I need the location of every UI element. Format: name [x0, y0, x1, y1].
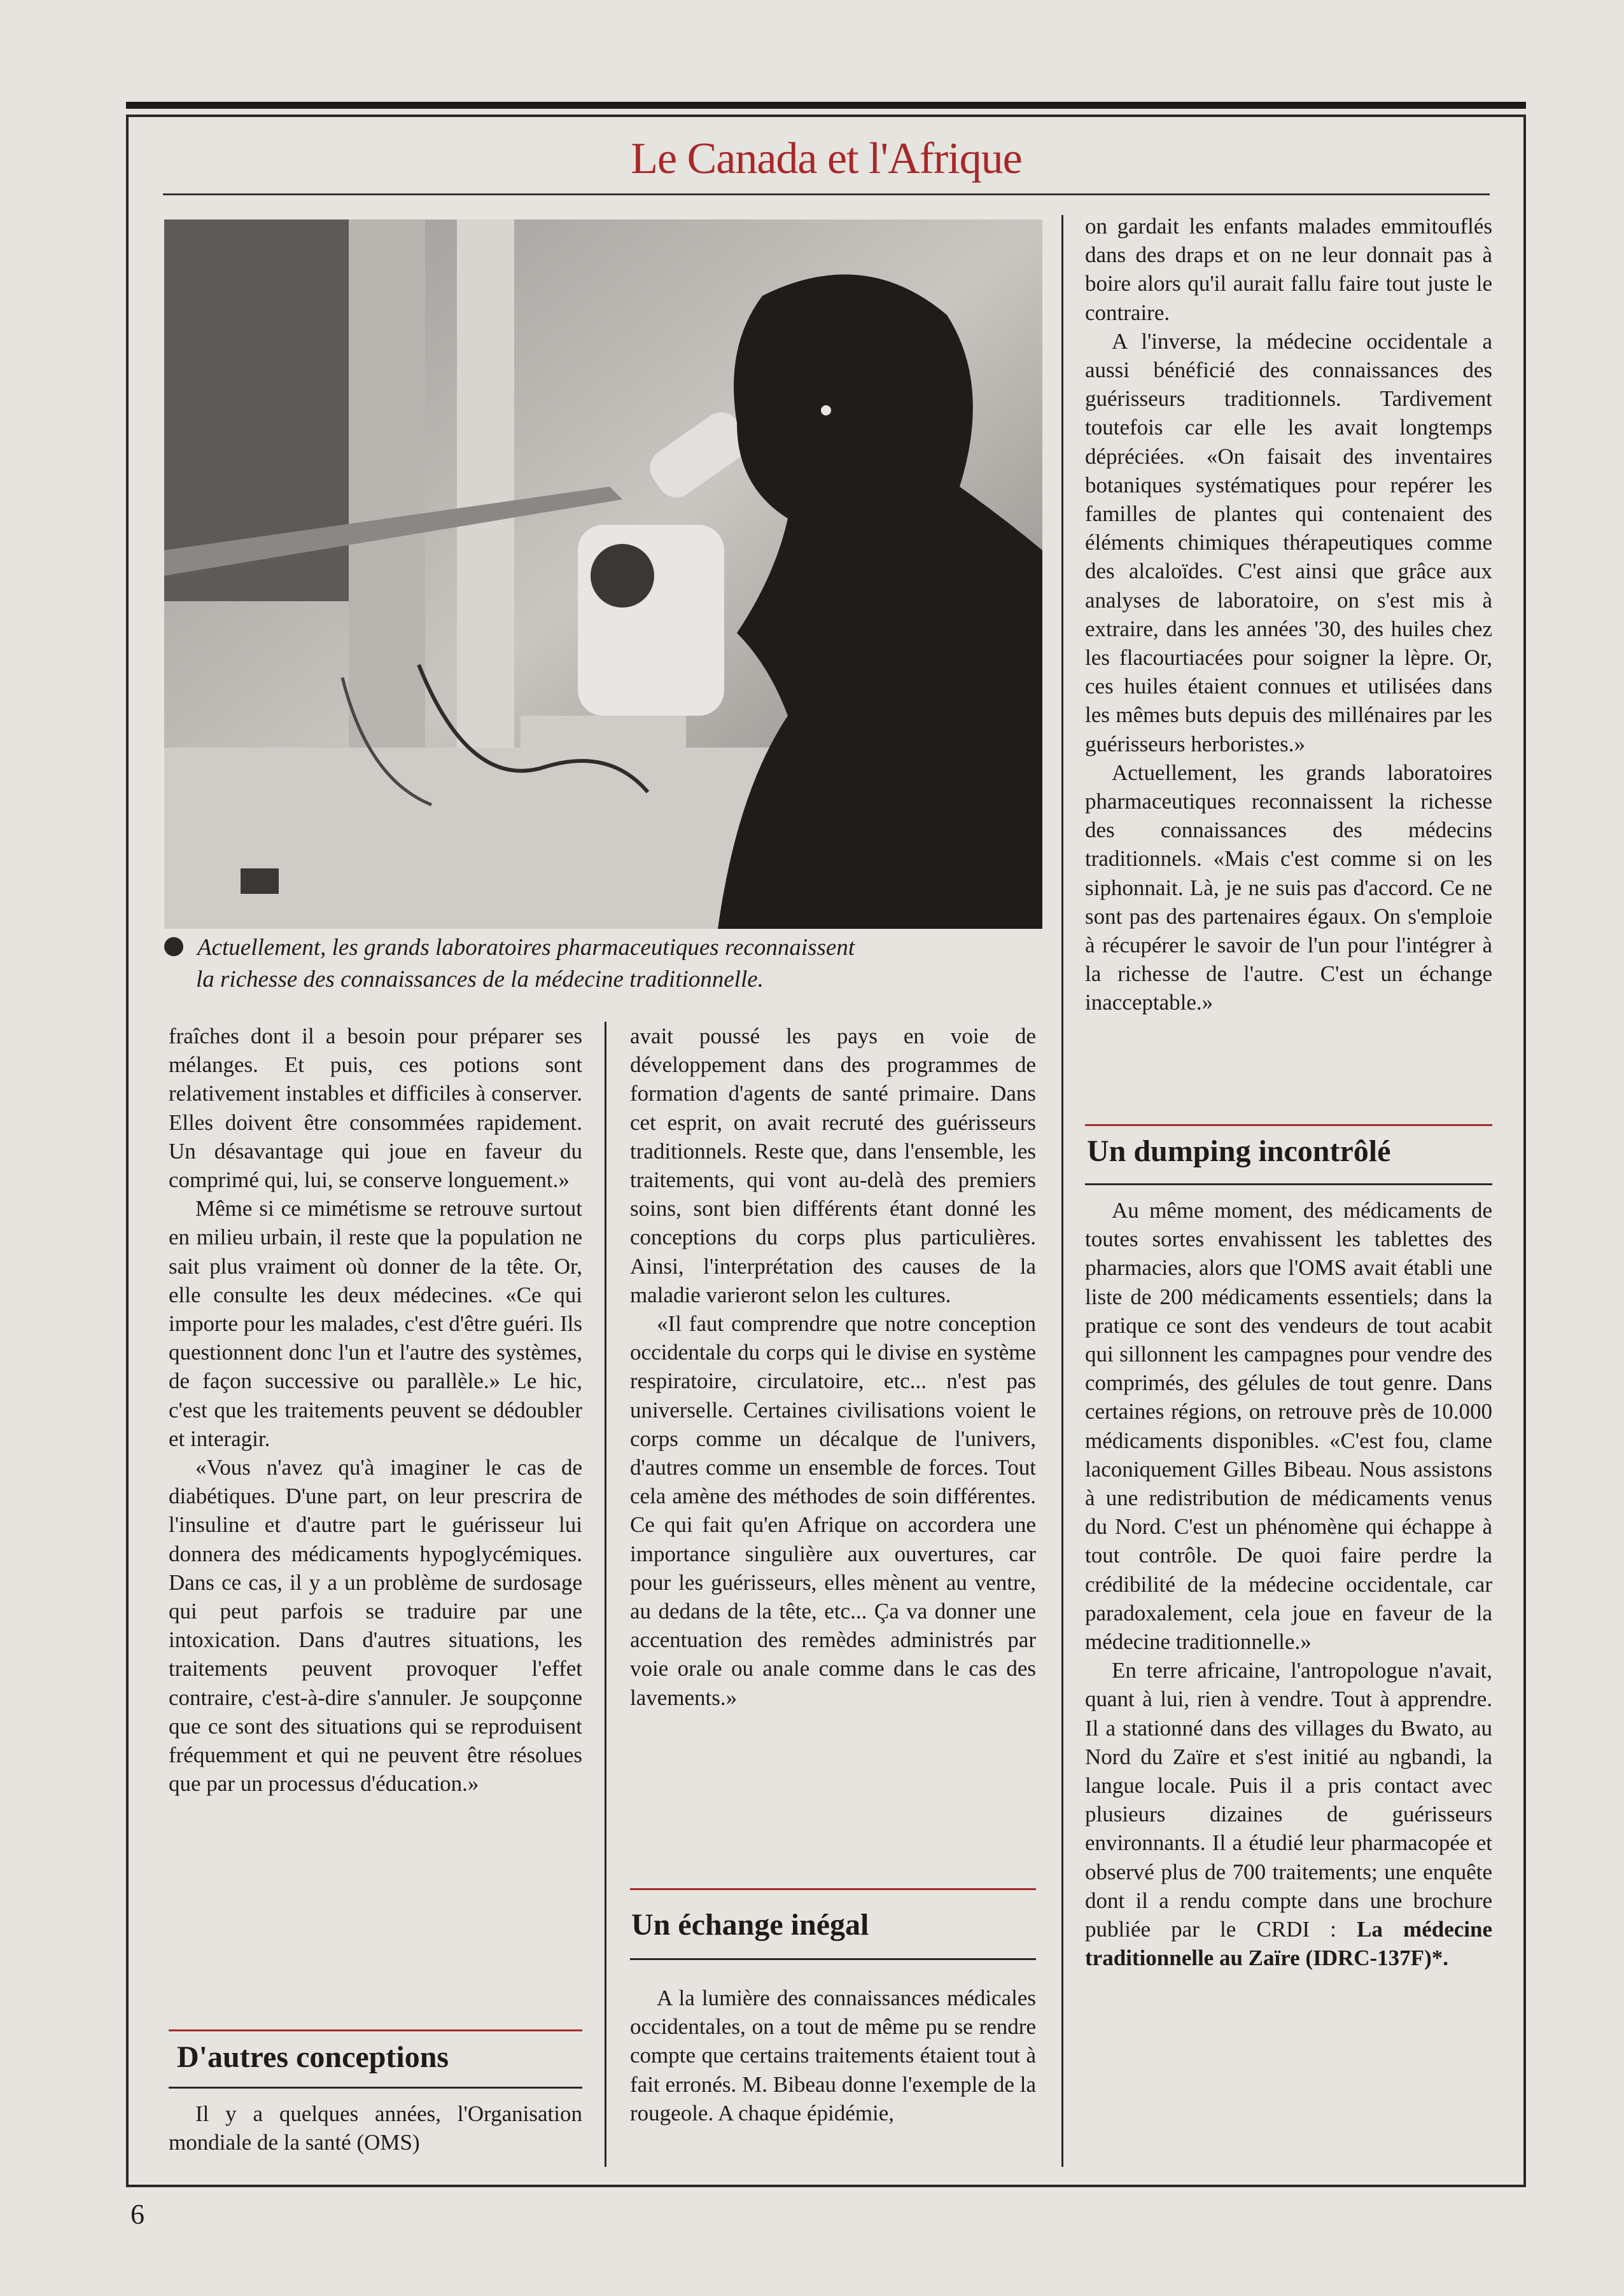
col3-paragraph-5-bold: La médecine traditionnelle au Zaïre (IDRC-137F)*.	[1085, 1917, 1493, 1971]
column-divider-1	[605, 1022, 606, 2167]
col3-tail	[1085, 1196, 1492, 1972]
col1-subhead-rule-top	[169, 2029, 582, 2031]
col1-paragraph-3: «Vous n'avez qu'à imaginer le cas de diabétiques. D'une part, on leur prescrira de l'insuline et d'autre part le guérisseur lui donnera des médicaments hypoglycémiques. Dans ce cas, il y a un problème de surdosage qui peut parfois se traduire par une intoxication. Dans d'autres situations, les traitements peuvent provoquer l'effet contraire, c'est-à-dire s'annuler. Je soupçonne que ce sont des situations qui se reproduisent fréquemment et qui ne peuvent être résolues que par un processus d'éducation.»	[169, 1455, 582, 1797]
col1-paragraph-2: Même si ce mimétisme se retrouve surtout en milieu urbain, il reste que la population ne sait plus vraiment où donner de la tête. Or, elle consulte les deux médecines. «Ce qui importe pour les malades, c'est d'être guéri. Ils questionnent donc l'un et l'autre des systèmes, de façon successive ou parallèle.» Le hic, c'est que les traitements peuvent se dédoubler et interagir.	[169, 1196, 582, 1451]
column-divider-2	[1061, 215, 1063, 2167]
page-header-title: Le Canada et l'Afrique	[631, 134, 1022, 183]
bullet-icon	[164, 937, 183, 956]
lab-photo	[164, 219, 1042, 929]
photo-caption	[164, 932, 1036, 996]
col3-paragraph-1: on gardait les enfants malades emmitouflés dans des draps et on ne leur donnait pas à boire alors qu'il aurait fallu faire tout juste le contraire.	[1085, 214, 1492, 325]
page-number: 6	[130, 2199, 144, 2230]
col3-paragraph-4: Au même moment, des médicaments de toutes sortes envahissent les tablettes des pharmacies, alors que l'OMS avait établi une liste de 200 médicaments essentiels; dans la pratique ce sont des vendeurs de tout acabit qui sillonnent les campagnes pour vendre des comprimés, des gélules de tout genre. Dans certaines régions, on retrouve près de 10.000 médicaments disponibles. «C'est fou, clame laconiquement Gilles Bibeau. Nous assistons à une redistribution de médicaments venus du Nord. C'est un phénomène qui échappe à tout contrôle. De quoi faire perdre la crédibilité de la médecine occidentale, car paradoxalement, cela joue en faveur de la médecine traditionnelle.»	[1085, 1198, 1492, 1655]
col3-subhead-rule-bottom	[1085, 1183, 1492, 1185]
caption-line-2: la richesse des connaissances de la médecine traditionnelle.	[196, 966, 764, 992]
col1-tail	[169, 2099, 582, 2157]
col2-subhead-rule-top	[630, 1888, 1036, 1890]
column-3	[1085, 212, 1492, 1017]
column-1	[169, 1022, 582, 1798]
col2-paragraph-2: «Il faut comprendre que notre conception occidentale du corps qui le divise en système respiratoire, circulatoire, etc... n'est pas universelle. Certaines civilisations voient le corps comme un décalque de l'univers, d'autres comme un ensemble de forces. Tout cela amène des méthodes de soin différentes. Ce qui fait qu'en Afrique on accordera une importance singulière aux ouvertures, car pour les guérisseurs, elles mènent au ventre, au dedans de la tête, etc... Ça va donner une accentuation des remèdes administrés par voie orale ou anale comme dans le cas des lavements.»	[630, 1311, 1036, 1710]
col2-subhead-rule-bottom	[630, 1958, 1036, 1960]
column-2	[630, 1022, 1036, 1712]
microscope-photo-icon	[164, 219, 1042, 929]
col1-paragraph-1: fraîches dont il a besoin pour préparer ses mélanges. Et puis, ces potions sont relativement instables et difficiles à conserver. Elles doivent être consommées rapidement. Un désavantage qui joue en faveur du comprimé qui, lui, se conserve longuement.»	[169, 1024, 582, 1193]
col3-paragraph-5-text: En terre africaine, l'antropologue n'avait, quant à lui, rien à vendre. Tout à apprendre. Il a stationné dans des villages du Bwato, au Nord du Zaïre et s'est initié au ngbandi, la langue locale. Puis il a pris contact avec plusieurs dizaines de guérisseurs environnants. Il a étudié leur pharmacopée et observé plus de 700 traitements; une enquête dont il a rendu compte dans une brochure publiée par le CRDI :	[1085, 1658, 1492, 1942]
col1-subhead: D'autres conceptions	[177, 2040, 449, 2074]
col1-paragraph-4: Il y a quelques années, l'Organisation mondiale de la santé (OMS)	[169, 2101, 582, 2155]
col1-subhead-rule-bottom	[169, 2087, 582, 2089]
header-rule	[163, 193, 1490, 195]
col3-paragraph-2: A l'inverse, la médecine occidentale a aussi bénéficié des connaissances des guérisseurs traditionnels. Tardivement toutefois car elle les avait longtemps dépréciées. «On faisait des inventaires botaniques systématiques pour repérer les familles de plantes qui contenaient des éléments chimiques thérapeutiques comme des alcaloïdes. C'est ainsi que grâce aux analyses de laboratoire, on s'est mis à extraire, dans les années '30, des huiles chez les flacourtiacées pour soigner la lèpre. Or, ces huiles étaient connues et utilisées dans les mêmes buts depuis des millénaires par les guérisseurs herboristes.»	[1085, 328, 1492, 756]
col2-subhead: Un échange inégal	[631, 1908, 869, 1942]
col2-tail	[630, 1984, 1036, 2127]
col3-paragraph-3: Actuellement, les grands laboratoires pharmaceutiques reconnaissent la richesse des connaissances des médecins traditionnels. «Mais c'est comme si on les siphonnait. Là, je ne suis pas d'accord. Ce ne sont pas des partenaires égaux. On s'emploie à récupérer le savoir de l'un pour l'intégrer à la richesse de l'autre. C'est un échange inacceptable.»	[1085, 760, 1492, 1015]
top-bar	[126, 102, 1526, 109]
col2-paragraph-1: avait poussé les pays en voie de développement dans des programmes de formation d'agents de santé primaire. Dans cet esprit, on avait recruté des guérisseurs traditionnels. Reste que, dans l'ensemble, les traitements, qui vont au-delà des premiers soins, sont bien différents étant donné les conceptions du corps plus particulières. Ainsi, l'interprétation des causes de la maladie varieront selon les cultures.	[630, 1024, 1036, 1307]
col3-subhead-rule-top	[1085, 1124, 1492, 1126]
col3-subhead: Un dumping incontrôlé	[1087, 1134, 1391, 1168]
col3-paragraph-5	[1085, 1656, 1492, 1972]
col2-paragraph-3: A la lumière des connaissances médicales occidentales, on a tout de même pu se rendre compte que certains traitements étaient tout à fait erronés. M. Bibeau donne l'exemple de la rougeole. A chaque épidémie,	[630, 1986, 1036, 2126]
caption-line-1: Actuellement, les grands laboratoires pharmaceutiques reconnaissent	[197, 935, 855, 961]
